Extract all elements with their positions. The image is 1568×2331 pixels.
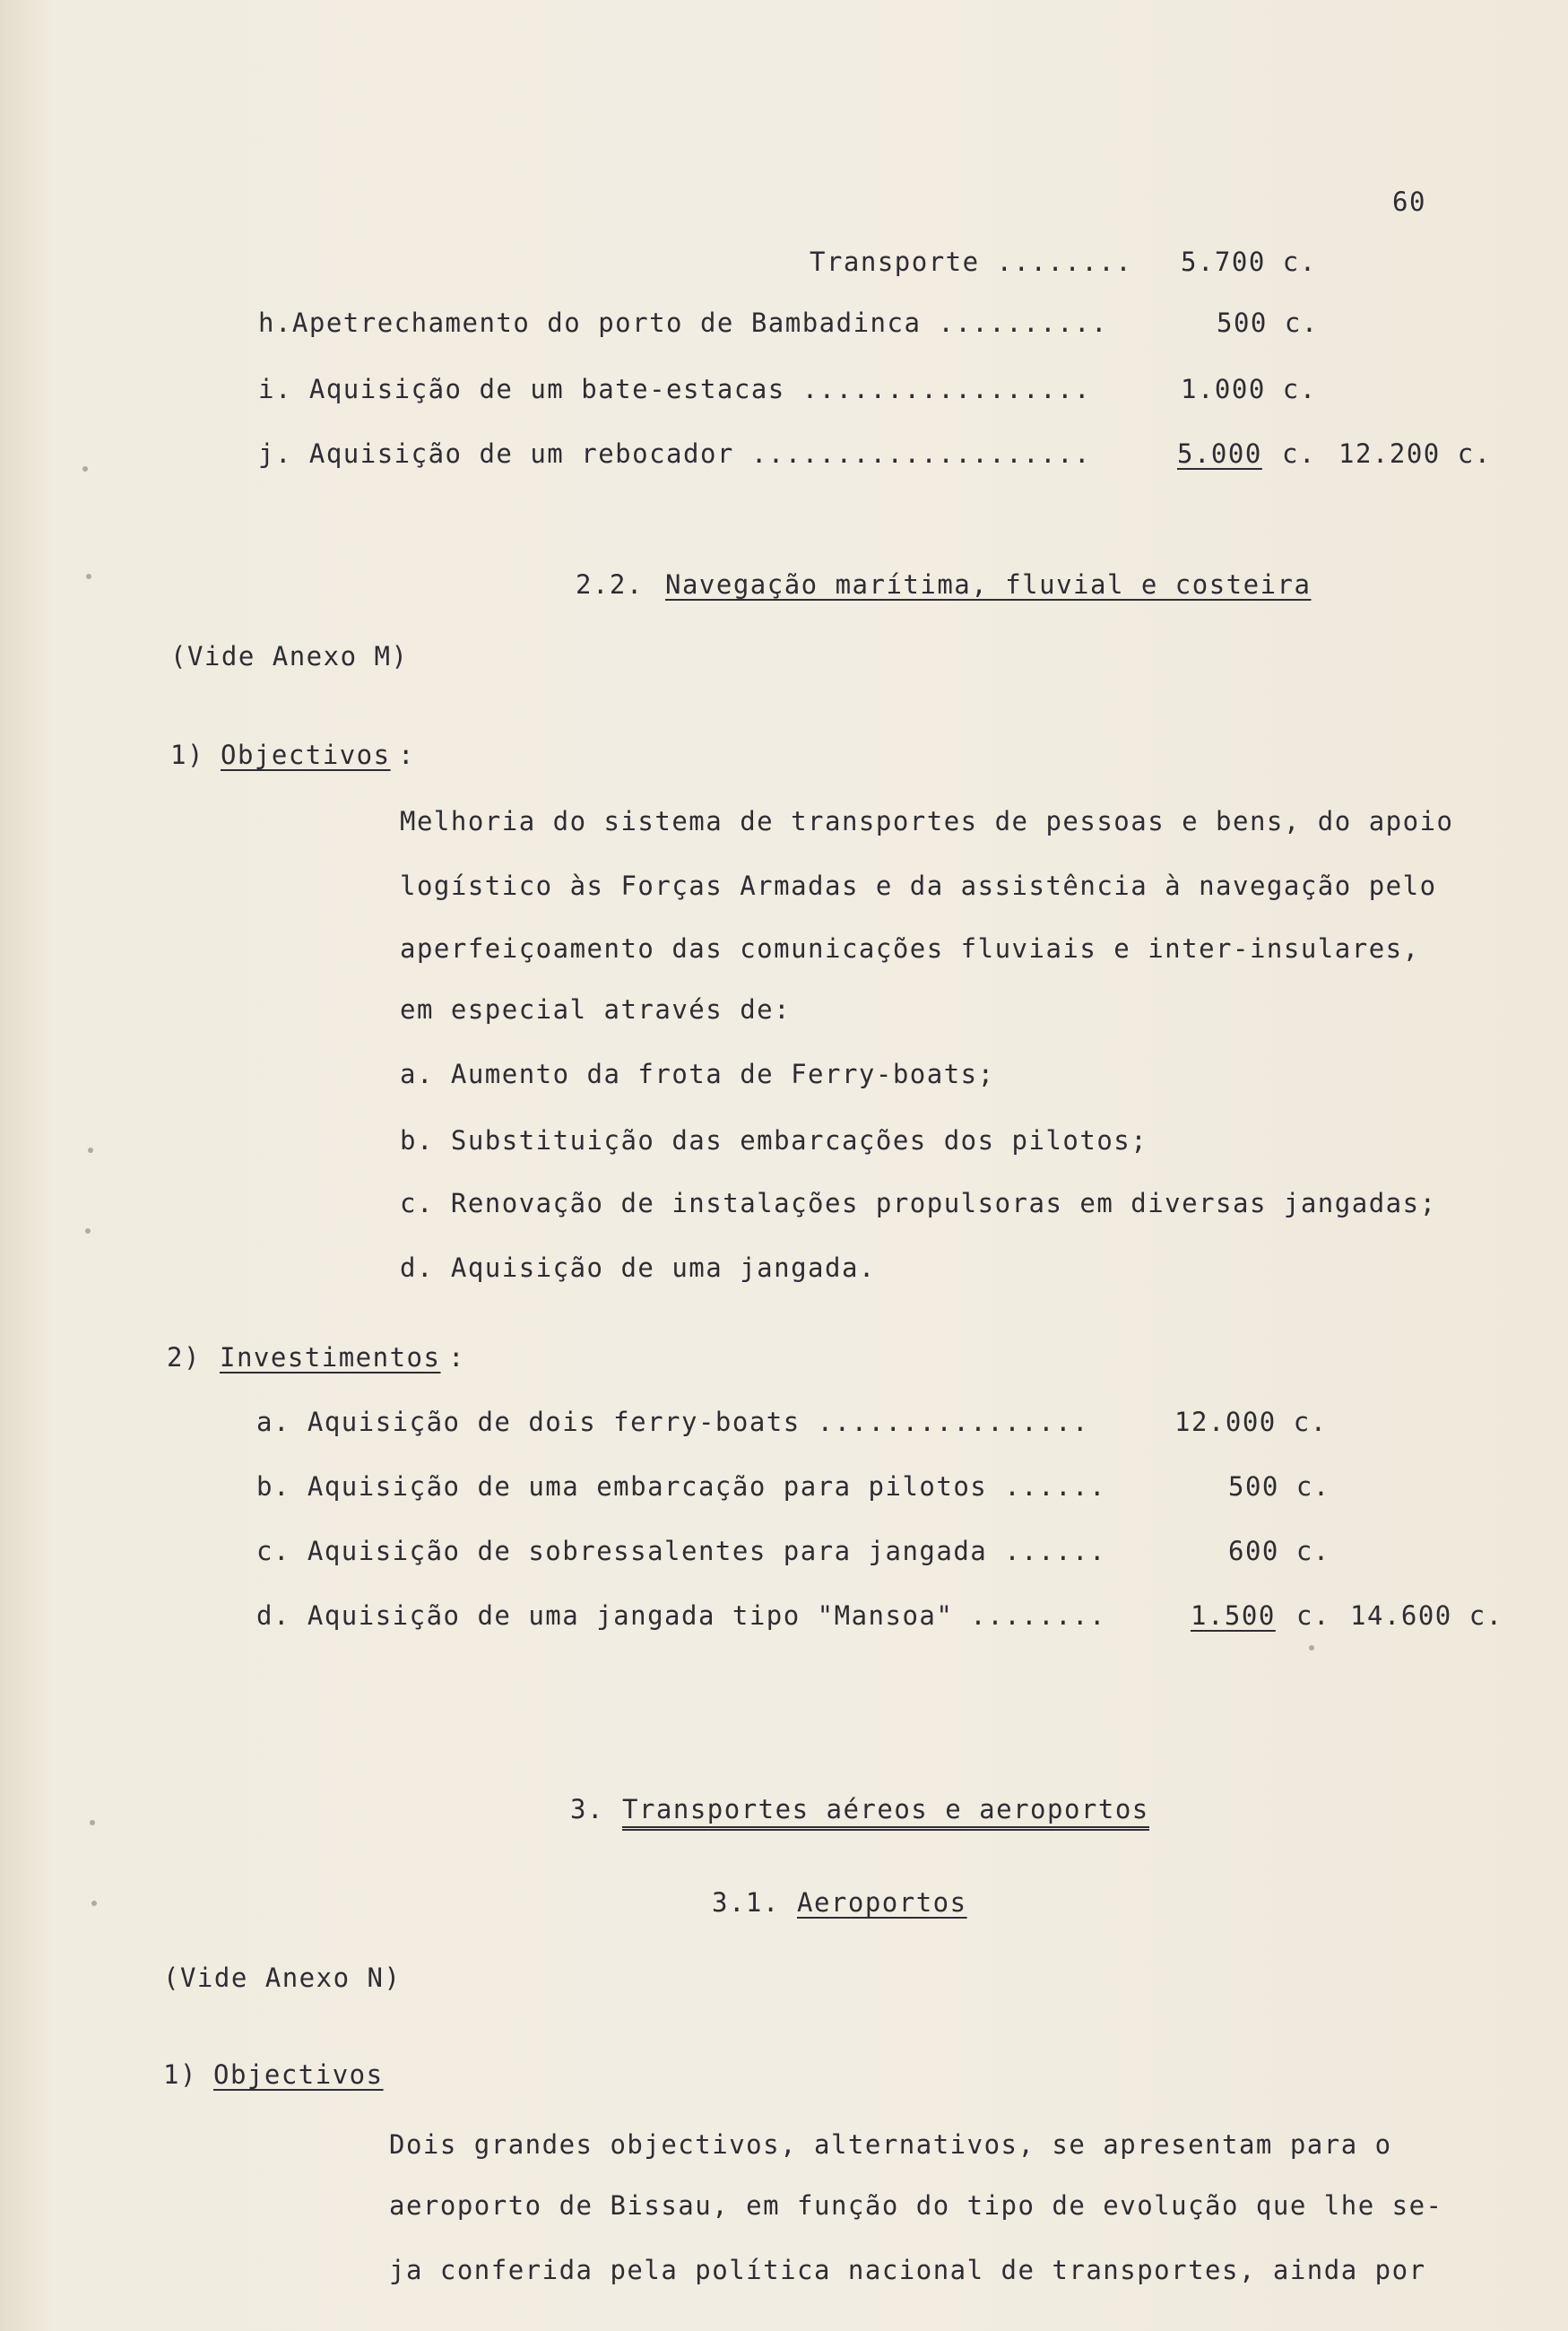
item-i-value: 1.000 c.	[1181, 374, 1317, 404]
investment-c-value: 600 c.	[1228, 1536, 1330, 1566]
objectivos-1-label: 1)	[170, 740, 204, 770]
paper-speck	[91, 1901, 97, 1906]
paper-speck	[85, 1228, 91, 1234]
section-3-number: 3.	[570, 1794, 604, 1824]
item-h-text: h.Apetrechamento do porto de Bambadinca ..........	[258, 308, 1108, 338]
investment-d-value: 1.500	[1191, 1600, 1276, 1631]
item-j-unit: c.	[1282, 438, 1316, 469]
section-2-2-title: Navegação marítima, fluvial e costeira	[665, 569, 1312, 600]
investment-c-text: c. Aquisição de sobressalentes para jangada ......	[256, 1536, 1106, 1566]
item-j-total: 12.200 c.	[1338, 438, 1492, 469]
final-paragraph-line: ja conferida pela política nacional de transportes, ainda por	[389, 2255, 1426, 2285]
list-item-a: a. Aumento da frota de Ferry-boats;	[400, 1059, 995, 1089]
investment-d-total: 14.600 c.	[1350, 1600, 1503, 1631]
vide-anexo-m: (Vide Anexo M)	[170, 641, 409, 672]
investment-a-text: a. Aquisição de dois ferry-boats ................	[256, 1407, 1090, 1437]
paragraph-line: logístico às Forças Armadas e da assistência à navegação pelo	[400, 871, 1437, 901]
investimentos-colon: :	[448, 1342, 465, 1373]
paragraph-line: em especial através de:	[400, 994, 792, 1025]
paragraph-line: aperfeiçoamento das comunicações fluviais e inter-insulares,	[400, 933, 1420, 964]
objectivos-2-label: 1)	[163, 2059, 197, 2090]
investment-d-unit: c.	[1296, 1600, 1330, 1631]
investment-b-text: b. Aquisição de uma embarcação para pilotos ......	[256, 1471, 1106, 1502]
section-3-1-number: 3.1.	[712, 1887, 780, 1918]
paper-speck	[88, 1148, 93, 1153]
list-item-d: d. Aquisição de uma jangada.	[400, 1252, 876, 1283]
final-paragraph-line: Dois grandes objectivos, alternativos, se apresentam para o	[389, 2129, 1392, 2160]
list-item-c: c. Renovação de instalações propulsoras em diversas jangadas;	[400, 1188, 1437, 1218]
transport-label: Transporte ........	[810, 247, 1133, 277]
item-h-value: 500 c.	[1217, 308, 1319, 338]
list-item-b: b. Substituição das embarcações dos pilotos;	[400, 1125, 1148, 1156]
final-paragraph-line: aeroporto de Bissau, em função do tipo de evolução que lhe se-	[389, 2190, 1443, 2221]
transport-value: 5.700 c.	[1181, 247, 1317, 277]
item-j-value: 5.000	[1177, 438, 1262, 469]
objectivos-2-title: Objectivos	[213, 2059, 384, 2090]
objectivos-1-title: Objectivos	[221, 740, 391, 770]
paper-speck	[82, 466, 88, 472]
investment-a-value: 12.000 c.	[1174, 1407, 1328, 1437]
investimentos-label: 2)	[167, 1342, 201, 1373]
paper-speck	[86, 574, 91, 579]
section-2-2-number: 2.2.	[576, 569, 644, 600]
section-3-1-title: Aeroportos	[797, 1887, 967, 1918]
objectivos-1-colon: :	[398, 740, 415, 770]
page-number: 60	[1392, 186, 1426, 217]
item-j-text: j. Aquisição de um rebocador ....................	[258, 438, 1092, 469]
investment-b-value: 500 c.	[1228, 1471, 1330, 1502]
investment-d-text: d. Aquisição de uma jangada tipo "Mansoa" ........	[256, 1600, 1106, 1631]
item-i-text: i. Aquisição de um bate-estacas .................	[258, 374, 1092, 404]
paper-speck	[1309, 1645, 1314, 1651]
paper-speck	[90, 1820, 95, 1825]
paragraph-line: Melhoria do sistema de transportes de pessoas e bens, do apoio	[400, 806, 1454, 836]
section-3-title: Transportes aéreos e aeroportos	[622, 1793, 1149, 1831]
investimentos-title: Investimentos	[220, 1342, 441, 1373]
vide-anexo-n: (Vide Anexo N)	[163, 1963, 402, 1993]
